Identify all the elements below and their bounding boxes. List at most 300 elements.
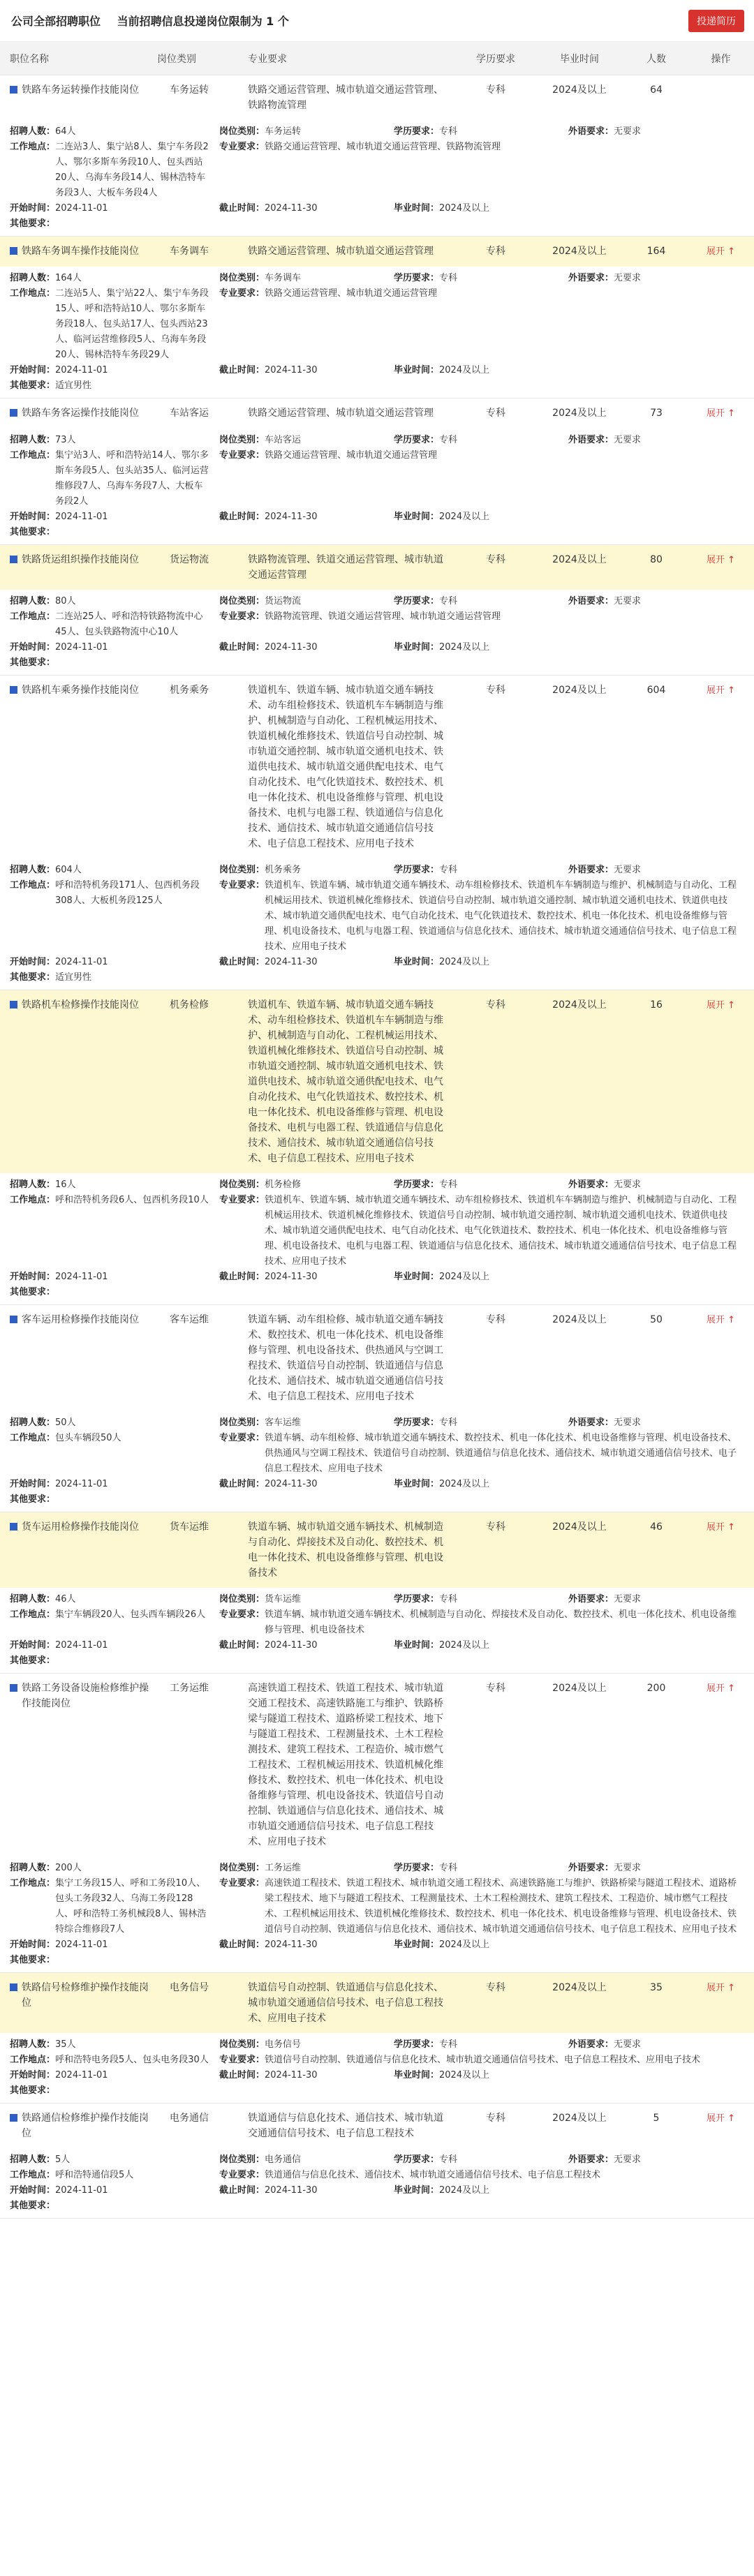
job-detail bbox=[0, 267, 754, 398]
detail-label: 学历要求： bbox=[394, 865, 440, 875]
detail-label: 专业要求： bbox=[219, 1609, 265, 1620]
major-value: 铁道通信与信息化技术、通信技术、城市轨道交通通信信号技术、电子信息工程技术 bbox=[265, 2170, 601, 2180]
job-category: 电务通信 bbox=[170, 2113, 209, 2124]
detail-label: 其他要求： bbox=[10, 1494, 56, 1505]
expand-toggle[interactable]: 展开 ↑ bbox=[706, 1315, 736, 1325]
table-row[interactable] bbox=[0, 1512, 754, 1588]
column-header: 专业要求 bbox=[248, 53, 287, 65]
job-name-cell bbox=[0, 683, 157, 698]
job-grad: 2024及以上 bbox=[552, 999, 607, 1011]
detail-label: 学历要求： bbox=[394, 1863, 440, 1873]
category-value: 电务信号 bbox=[265, 2039, 302, 2050]
grad-value: 2024及以上 bbox=[439, 1272, 490, 1282]
detail-label: 开始时间： bbox=[10, 1479, 56, 1489]
end-value: 2024-11-30 bbox=[265, 642, 318, 653]
job-detail bbox=[0, 1411, 754, 1512]
job-detail bbox=[0, 429, 754, 544]
end-value: 2024-11-30 bbox=[265, 1640, 318, 1651]
job-detail bbox=[0, 2148, 754, 2218]
end-value: 2024-11-30 bbox=[265, 2070, 318, 2080]
detail-label: 工作地点： bbox=[10, 1433, 56, 1443]
detail-label: 截止时间： bbox=[219, 2185, 265, 2196]
detail-label: 招聘人数： bbox=[10, 1863, 56, 1873]
end-value: 2024-11-30 bbox=[265, 1940, 318, 1950]
job-detail bbox=[0, 1173, 754, 1304]
job-edu: 专科 bbox=[486, 408, 505, 419]
job-grad: 2024及以上 bbox=[552, 1683, 607, 1694]
detail-label: 截止时间： bbox=[219, 957, 265, 967]
place-value: 呼和浩特通信段5人 bbox=[55, 2170, 134, 2180]
grad-value: 2024及以上 bbox=[439, 642, 490, 653]
table-row[interactable] bbox=[0, 676, 754, 858]
detail-label: 截止时间： bbox=[219, 1272, 265, 1282]
column-header: 学历要求 bbox=[476, 53, 515, 65]
recruit-value: 46人 bbox=[55, 1594, 76, 1605]
job-detail bbox=[0, 2033, 754, 2103]
expand-toggle[interactable]: 展开 ↑ bbox=[706, 246, 736, 257]
column-header: 职位名称 bbox=[10, 53, 49, 65]
job-major: 铁路交通运营管理、城市轨道交通运营管理 bbox=[248, 408, 434, 419]
job-name-cell bbox=[0, 1312, 157, 1327]
job-detail bbox=[0, 858, 754, 990]
edu-value: 专科 bbox=[439, 1863, 458, 1873]
job-name-cell bbox=[0, 1519, 157, 1535]
detail-label: 招聘人数： bbox=[10, 2154, 56, 2165]
lang-value: 无要求 bbox=[614, 1594, 642, 1605]
detail-label: 毕业时间： bbox=[394, 1640, 440, 1651]
detail-label: 工作地点： bbox=[10, 450, 56, 461]
major-value: 铁路交通运营管理、城市轨道交通运营管理 bbox=[265, 450, 438, 461]
job-major: 铁路物流管理、铁道交通运营管理、城市轨道交通运营管理 bbox=[248, 554, 443, 581]
detail-label: 专业要求： bbox=[219, 142, 265, 152]
place-value: 呼和浩特电务段5人、包头电务段30人 bbox=[55, 2055, 209, 2065]
detail-label: 其他要求： bbox=[10, 1955, 56, 1965]
detail-label: 开始时间： bbox=[10, 642, 56, 653]
category-value: 电务通信 bbox=[265, 2154, 302, 2165]
job-item bbox=[0, 1973, 754, 2104]
detail-label: 开始时间： bbox=[10, 1940, 56, 1950]
expand-toggle[interactable]: 展开 ↑ bbox=[706, 408, 736, 419]
job-edu: 专科 bbox=[486, 554, 505, 565]
detail-label: 开始时间： bbox=[10, 365, 56, 375]
detail-label: 岗位类别： bbox=[219, 126, 265, 137]
detail-label: 毕业时间： bbox=[394, 512, 440, 522]
job-list bbox=[0, 75, 754, 2219]
job-item bbox=[0, 75, 754, 237]
bullet-square-icon bbox=[10, 556, 17, 563]
detail-label: 截止时间： bbox=[219, 642, 265, 653]
detail-label: 开始时间： bbox=[10, 203, 56, 214]
edu-value: 专科 bbox=[439, 126, 458, 137]
detail-label: 学历要求： bbox=[394, 126, 440, 137]
page-title-text: 公司全部招聘职位 bbox=[11, 15, 101, 28]
bullet-square-icon bbox=[10, 1316, 17, 1323]
detail-label: 工作地点： bbox=[10, 2170, 56, 2180]
detail-label: 招聘人数： bbox=[10, 1594, 56, 1605]
table-row[interactable] bbox=[0, 1973, 754, 2033]
detail-label: 学历要求： bbox=[394, 2154, 440, 2165]
job-grad: 2024及以上 bbox=[552, 1521, 607, 1533]
major-value: 铁道机车、铁道车辆、城市轨道交通车辆技术、动车组检修技术、铁道机车车辆制造与维护、机械制造与自动化、工程机械运用技术、铁道机械化维修技术、铁道信号自动控制、城市轨道交通控制、城市轨道交通机电技术、铁道供电技术、城市轨道交通供配电技术、电气自动化技术、电气化铁道技术、数控技术、机电一体化技术、机电设备维修与管理、机电设备技术、电机与电器工程、铁道通信与信息化技术、通信技术、城市轨道交通通信信号技术、电子信息工程技术、应用电子技术 bbox=[265, 880, 737, 952]
detail-label: 开始时间： bbox=[10, 2070, 56, 2080]
lang-value: 无要求 bbox=[614, 1417, 642, 1428]
job-name-cell bbox=[0, 244, 157, 259]
end-value: 2024-11-30 bbox=[265, 957, 318, 967]
table-row[interactable] bbox=[0, 1674, 754, 1856]
detail-label: 截止时间： bbox=[219, 1940, 265, 1950]
detail-label: 学历要求： bbox=[394, 435, 440, 445]
lang-value: 无要求 bbox=[614, 596, 642, 606]
job-name: 铁路机车检修操作技能岗位 bbox=[22, 999, 139, 1011]
job-category: 车务运转 bbox=[170, 84, 209, 96]
job-name-cell bbox=[0, 1980, 157, 2011]
detail-label: 外语要求： bbox=[568, 126, 614, 137]
job-edu: 专科 bbox=[486, 999, 505, 1011]
job-name: 货车运用检修操作技能岗位 bbox=[22, 1521, 139, 1533]
grad-value: 2024及以上 bbox=[439, 1940, 490, 1950]
bullet-square-icon bbox=[10, 1001, 17, 1008]
detail-label: 岗位类别： bbox=[219, 273, 265, 283]
detail-label: 工作地点： bbox=[10, 880, 56, 891]
job-major: 高速铁道工程技术、铁道工程技术、城市轨道交通工程技术、高速铁路施工与维护、铁路桥梁与隧道工程技术、道路桥梁工程技术、地下与隧道工程技术、工程测量技术、土木工程检测技术、建筑工程技术、工程造价、城市燃气工程技术、工程机械运用技术、铁道机械化维修技术、数控技术、机电一体化技术、机电设备维修与管理、机电设备技术、铁道信号自动控制、铁道通信与信息化技术、通信技术、城市轨道交通通信信号技术、电子信息工程技术、应用电子技术 bbox=[248, 1683, 443, 1847]
detail-label: 工作地点： bbox=[10, 1195, 56, 1205]
detail-label: 招聘人数： bbox=[10, 1417, 56, 1428]
detail-label: 截止时间： bbox=[219, 365, 265, 375]
detail-label: 毕业时间： bbox=[394, 365, 440, 375]
detail-label: 专业要求： bbox=[219, 1433, 265, 1443]
job-name: 铁路工务设备设施检修维护操作技能岗位 bbox=[22, 1683, 149, 1709]
start-value: 2024-11-01 bbox=[55, 203, 108, 214]
detail-label: 工作地点： bbox=[10, 1878, 56, 1889]
detail-label: 岗位类别： bbox=[219, 2154, 265, 2165]
job-detail bbox=[0, 1856, 754, 1972]
detail-label: 岗位类别： bbox=[219, 2039, 265, 2050]
job-major: 铁道通信与信息化技术、通信技术、城市轨道交通通信信号技术、电子信息工程技术 bbox=[248, 2113, 443, 2139]
detail-label: 外语要求： bbox=[568, 1179, 614, 1190]
apply-resume-button[interactable]: 投递简历 bbox=[688, 10, 744, 32]
expand-toggle[interactable]: 展开 ↑ bbox=[706, 1983, 736, 1993]
detail-label: 其他要求： bbox=[10, 1655, 56, 1666]
job-item bbox=[0, 545, 754, 676]
job-item bbox=[0, 990, 754, 1305]
bullet-square-icon bbox=[10, 86, 17, 94]
grad-value: 2024及以上 bbox=[439, 512, 490, 522]
grad-value: 2024及以上 bbox=[439, 957, 490, 967]
grad-value: 2024及以上 bbox=[439, 365, 490, 375]
detail-label: 工作地点： bbox=[10, 288, 56, 299]
job-name: 铁路车务客运操作技能岗位 bbox=[22, 408, 139, 419]
job-count: 164 bbox=[646, 246, 666, 257]
job-edu: 专科 bbox=[486, 1683, 505, 1694]
detail-label: 学历要求： bbox=[394, 2039, 440, 2050]
place-value: 呼和浩特机务段6人、包西机务段10人 bbox=[55, 1195, 209, 1205]
edu-value: 专科 bbox=[439, 273, 458, 283]
job-count: 73 bbox=[650, 408, 663, 419]
expand-toggle[interactable]: 展开 ↑ bbox=[706, 1522, 736, 1533]
job-category: 机务检修 bbox=[170, 999, 209, 1011]
job-item bbox=[0, 1512, 754, 1674]
major-value: 铁道信号自动控制、铁道通信与信息化技术、城市轨道交通通信信号技术、电子信息工程技术、应用电子技术 bbox=[265, 2055, 701, 2065]
category-value: 车务调车 bbox=[265, 273, 302, 283]
place-value: 集宁工务段15人、呼和工务段10人、包头工务段32人、乌海工务段128人、呼和浩特工务机械段8人、锡林浩特综合维修段7人 bbox=[55, 1878, 207, 1935]
table-header bbox=[0, 42, 754, 75]
other-value: 适宜男性 bbox=[55, 380, 92, 391]
start-value: 2024-11-01 bbox=[55, 642, 108, 653]
table-row[interactable] bbox=[0, 399, 754, 429]
job-name: 铁路车务运转操作技能岗位 bbox=[22, 84, 139, 96]
detail-label: 招聘人数： bbox=[10, 435, 56, 445]
end-value: 2024-11-30 bbox=[265, 203, 318, 214]
table-row[interactable] bbox=[0, 75, 754, 120]
detail-label: 招聘人数： bbox=[10, 865, 56, 875]
detail-label: 其他要求： bbox=[10, 972, 56, 983]
place-value: 集宁站3人、呼和浩特站14人、鄂尔多斯车务段5人、包头站35人、临河运营维修段7人、乌海车务段7人、大板车务段2人 bbox=[55, 450, 209, 507]
detail-label: 岗位类别： bbox=[219, 865, 265, 875]
job-grad: 2024及以上 bbox=[552, 554, 607, 565]
start-value: 2024-11-01 bbox=[55, 1479, 108, 1489]
lang-value: 无要求 bbox=[614, 1863, 642, 1873]
detail-label: 外语要求： bbox=[568, 596, 614, 606]
recruit-value: 164人 bbox=[55, 273, 82, 283]
expand-toggle[interactable]: 展开 ↑ bbox=[706, 685, 736, 696]
major-value: 铁路交通运营管理、城市轨道交通运营管理 bbox=[265, 288, 438, 299]
lang-value: 无要求 bbox=[614, 435, 642, 445]
start-value: 2024-11-01 bbox=[55, 1640, 108, 1651]
detail-label: 开始时间： bbox=[10, 2185, 56, 2196]
detail-label: 专业要求： bbox=[219, 611, 265, 622]
job-name: 铁路货运组织操作技能岗位 bbox=[22, 554, 139, 565]
detail-label: 工作地点： bbox=[10, 611, 56, 622]
table-row[interactable] bbox=[0, 545, 754, 590]
job-grad: 2024及以上 bbox=[552, 84, 607, 96]
lang-value: 无要求 bbox=[614, 865, 642, 875]
detail-label: 开始时间： bbox=[10, 957, 56, 967]
job-grad: 2024及以上 bbox=[552, 408, 607, 419]
job-edu: 专科 bbox=[486, 1521, 505, 1533]
start-value: 2024-11-01 bbox=[55, 1940, 108, 1950]
detail-label: 截止时间： bbox=[219, 203, 265, 214]
detail-label: 其他要求： bbox=[10, 218, 56, 229]
job-name-cell bbox=[0, 2110, 157, 2141]
job-item bbox=[0, 676, 754, 990]
lang-value: 无要求 bbox=[614, 126, 642, 137]
grad-value: 2024及以上 bbox=[439, 2070, 490, 2080]
job-name: 铁路车务调车操作技能岗位 bbox=[22, 246, 139, 257]
edu-value: 专科 bbox=[439, 2039, 458, 2050]
detail-label: 招聘人数： bbox=[10, 273, 56, 283]
start-value: 2024-11-01 bbox=[55, 365, 108, 375]
job-name-cell bbox=[0, 997, 157, 1013]
recruit-value: 200人 bbox=[55, 1863, 82, 1873]
detail-label: 截止时间： bbox=[219, 1479, 265, 1489]
start-value: 2024-11-01 bbox=[55, 957, 108, 967]
recruit-value: 16人 bbox=[55, 1179, 76, 1190]
detail-label: 专业要求： bbox=[219, 2055, 265, 2065]
page-title bbox=[11, 13, 289, 29]
detail-label: 岗位类别： bbox=[219, 1594, 265, 1605]
detail-label: 专业要求： bbox=[219, 2170, 265, 2180]
job-edu: 专科 bbox=[486, 2113, 505, 2124]
job-count: 200 bbox=[646, 1683, 666, 1694]
detail-label: 毕业时间： bbox=[394, 957, 440, 967]
edu-value: 专科 bbox=[439, 1594, 458, 1605]
detail-label: 学历要求： bbox=[394, 596, 440, 606]
category-value: 机务乘务 bbox=[265, 865, 302, 875]
place-value: 呼和浩特机务段171人、包西机务段308人、大板机务段125人 bbox=[55, 880, 200, 906]
start-value: 2024-11-01 bbox=[55, 1272, 108, 1282]
job-edu: 专科 bbox=[486, 84, 505, 96]
category-value: 车站客运 bbox=[265, 435, 302, 445]
bullet-square-icon bbox=[10, 2114, 17, 2122]
job-major: 铁道信号自动控制、铁道通信与信息化技术、城市轨道交通通信信号技术、电子信息工程技术、应用电子技术 bbox=[248, 1982, 443, 2024]
detail-label: 截止时间： bbox=[219, 512, 265, 522]
detail-label: 专业要求： bbox=[219, 880, 265, 891]
detail-label: 招聘人数： bbox=[10, 1179, 56, 1190]
major-value: 铁道机车、铁道车辆、城市轨道交通车辆技术、动车组检修技术、铁道机车车辆制造与维护、机械制造与自动化、工程机械运用技术、铁道机械化维修技术、铁道信号自动控制、城市轨道交通控制、城市轨道交通机电技术、铁道供电技术、城市轨道交通供配电技术、电气自动化技术、电气化铁道技术、数控技术、机电一体化技术、机电设备维修与管理、机电设备技术、电机与电器工程、铁道通信与信息化技术、通信技术、城市轨道交通通信信号技术、电子信息工程技术、应用电子技术 bbox=[265, 1195, 737, 1267]
lang-value: 无要求 bbox=[614, 1179, 642, 1190]
major-value: 铁路交通运营管理、城市轨道交通运营管理、铁路物流管理 bbox=[265, 142, 501, 152]
grad-value: 2024及以上 bbox=[439, 203, 490, 214]
job-grad: 2024及以上 bbox=[552, 1982, 607, 1993]
category-value: 货运物流 bbox=[265, 596, 302, 606]
lang-value: 无要求 bbox=[614, 273, 642, 283]
detail-label: 毕业时间： bbox=[394, 203, 440, 214]
bullet-square-icon bbox=[10, 409, 17, 417]
job-detail bbox=[0, 120, 754, 236]
detail-label: 工作地点： bbox=[10, 1609, 56, 1620]
job-item bbox=[0, 1305, 754, 1512]
column-header: 岗位类别 bbox=[157, 53, 196, 65]
job-category: 工务运维 bbox=[170, 1683, 209, 1694]
detail-label: 毕业时间： bbox=[394, 1479, 440, 1489]
category-value: 工务运维 bbox=[265, 1863, 302, 1873]
job-major: 铁路交通运营管理、城市轨道交通运营管理 bbox=[248, 246, 434, 257]
place-value: 集宁车辆段20人、包头西车辆段26人 bbox=[55, 1609, 206, 1620]
lang-value: 无要求 bbox=[614, 2154, 642, 2165]
detail-label: 外语要求： bbox=[568, 273, 614, 283]
table-row[interactable] bbox=[0, 1305, 754, 1411]
job-edu: 专科 bbox=[486, 685, 505, 696]
place-value: 二连站5人、集宁站22人、集宁车务段15人、呼和浩特站10人、鄂尔多斯车务段18人、包头站17人、包头西站23人、临河运营维修段5人、乌海车务段20人、锡林浩特车务段29人 bbox=[55, 288, 209, 360]
job-name-cell bbox=[0, 405, 157, 421]
job-name-cell bbox=[0, 1681, 157, 1711]
detail-label: 毕业时间： bbox=[394, 642, 440, 653]
detail-label: 外语要求： bbox=[568, 1417, 614, 1428]
column-header: 操作 bbox=[711, 53, 731, 65]
job-count: 80 bbox=[650, 554, 663, 565]
major-value: 铁道车辆、动车组检修、城市轨道交通车辆技术、数控技术、机电一体化技术、机电设备维修与管理、机电设备技术、供热通风与空调工程技术、铁道信号自动控制、铁道通信与信息化技术、通信技术、城市轨道交通通信信号技术、电子信息工程技术、应用电子技术 bbox=[265, 1433, 737, 1474]
category-value: 货车运维 bbox=[265, 1594, 302, 1605]
job-category: 货运物流 bbox=[170, 554, 209, 565]
expand-toggle[interactable]: 展开 ↑ bbox=[706, 1000, 736, 1011]
detail-label: 岗位类别： bbox=[219, 1417, 265, 1428]
job-category: 机务乘务 bbox=[170, 685, 209, 696]
table-row[interactable] bbox=[0, 237, 754, 267]
job-major: 铁道机车、铁道车辆、城市轨道交通车辆技术、动车组检修技术、铁道机车车辆制造与维护、机械制造与自动化、工程机械运用技术、铁道机械化维修技术、铁道信号自动控制、城市轨道交通控制、城市轨道交通机电技术、铁道供电技术、城市轨道交通供配电技术、电气自动化技术、电气化铁道技术、数控技术、机电一体化技术、机电设备维修与管理、机电设备技术、电机与电器工程、铁道通信与信息化技术、通信技术、城市轨道交通通信信号技术、电子信息工程技术、应用电子技术 bbox=[248, 999, 443, 1164]
job-count: 50 bbox=[650, 1314, 663, 1325]
edu-value: 专科 bbox=[439, 865, 458, 875]
grad-value: 2024及以上 bbox=[439, 1640, 490, 1651]
grad-value: 2024及以上 bbox=[439, 2185, 490, 2196]
job-count: 35 bbox=[650, 1982, 663, 1993]
detail-label: 工作地点： bbox=[10, 142, 56, 152]
job-count: 46 bbox=[650, 1521, 663, 1533]
apply-limit-note: 当前招聘信息投递岗位限制为 1 个 bbox=[117, 15, 289, 28]
detail-label: 专业要求： bbox=[219, 450, 265, 461]
other-value: 适宜男性 bbox=[55, 972, 92, 983]
job-name: 铁路信号检修维护操作技能岗位 bbox=[22, 1982, 149, 2009]
detail-label: 其他要求： bbox=[10, 527, 56, 537]
job-major: 铁道车辆、城市轨道交通车辆技术、机械制造与自动化、焊接技术及自动化、数控技术、机电一体化技术、机电设备维修与管理、机电设备技术 bbox=[248, 1521, 443, 1579]
job-name-cell bbox=[0, 552, 157, 567]
job-item bbox=[0, 399, 754, 545]
job-edu: 专科 bbox=[486, 246, 505, 257]
detail-label: 岗位类别： bbox=[219, 435, 265, 445]
job-name: 客车运用检修操作技能岗位 bbox=[22, 1314, 139, 1325]
bullet-square-icon bbox=[10, 247, 17, 255]
job-category: 货车运维 bbox=[170, 1521, 209, 1533]
job-category: 车务调车 bbox=[170, 246, 209, 257]
detail-label: 外语要求： bbox=[568, 865, 614, 875]
detail-label: 外语要求： bbox=[568, 1594, 614, 1605]
job-grad: 2024及以上 bbox=[552, 685, 607, 696]
detail-label: 学历要求： bbox=[394, 1179, 440, 1190]
job-count: 5 bbox=[653, 2113, 660, 2124]
edu-value: 专科 bbox=[439, 1417, 458, 1428]
detail-label: 开始时间： bbox=[10, 1640, 56, 1651]
table-row[interactable] bbox=[0, 990, 754, 1173]
recruit-value: 50人 bbox=[55, 1417, 76, 1428]
job-name: 铁路通信检修维护操作技能岗位 bbox=[22, 2113, 149, 2139]
column-header: 毕业时间 bbox=[560, 53, 599, 65]
expand-toggle[interactable]: 展开 ↑ bbox=[706, 2113, 736, 2124]
detail-label: 毕业时间： bbox=[394, 1940, 440, 1950]
detail-label: 外语要求： bbox=[568, 1863, 614, 1873]
detail-label: 毕业时间： bbox=[394, 1272, 440, 1282]
detail-label: 外语要求： bbox=[568, 2039, 614, 2050]
recruit-value: 35人 bbox=[55, 2039, 76, 2050]
recruit-value: 73人 bbox=[55, 435, 76, 445]
detail-label: 其他要求： bbox=[10, 2201, 56, 2211]
job-category: 客车运维 bbox=[170, 1314, 209, 1325]
job-count: 64 bbox=[650, 84, 663, 96]
job-major: 铁道机车、铁道车辆、城市轨道交通车辆技术、动车组检修技术、铁道机车车辆制造与维护、机械制造与自动化、工程机械运用技术、铁道机械化维修技术、铁道信号自动控制、城市轨道交通控制、城市轨道交通机电技术、铁道供电技术、城市轨道交通供配电技术、电气自动化技术、电气化铁道技术、数控技术、机电一体化技术、机电设备维修与管理、机电设备技术、电机与电器工程、铁道通信与信息化技术、通信技术、城市轨道交通通信信号技术、电子信息工程技术、应用电子技术 bbox=[248, 685, 443, 849]
job-detail bbox=[0, 590, 754, 675]
recruit-value: 64人 bbox=[55, 126, 76, 137]
detail-label: 专业要求： bbox=[219, 1878, 265, 1889]
detail-label: 岗位类别： bbox=[219, 1863, 265, 1873]
detail-label: 毕业时间： bbox=[394, 2070, 440, 2080]
job-major: 铁路交通运营管理、城市轨道交通运营管理、铁路物流管理 bbox=[248, 84, 443, 111]
end-value: 2024-11-30 bbox=[265, 1479, 318, 1489]
detail-label: 学历要求： bbox=[394, 1417, 440, 1428]
end-value: 2024-11-30 bbox=[265, 2185, 318, 2196]
job-edu: 专科 bbox=[486, 1982, 505, 1993]
start-value: 2024-11-01 bbox=[55, 2185, 108, 2196]
expand-toggle[interactable]: 展开 ↑ bbox=[706, 1683, 736, 1694]
job-name-cell bbox=[0, 82, 157, 98]
job-name: 铁路机车乘务操作技能岗位 bbox=[22, 685, 139, 696]
job-edu: 专科 bbox=[486, 1314, 505, 1325]
place-value: 二连站25人、呼和浩特铁路物流中心45人、包头铁路物流中心10人 bbox=[55, 611, 203, 637]
detail-label: 招聘人数： bbox=[10, 126, 56, 137]
expand-toggle[interactable]: 展开 ↑ bbox=[706, 555, 736, 565]
bullet-square-icon bbox=[10, 686, 17, 694]
category-value: 机务检修 bbox=[265, 1179, 302, 1190]
edu-value: 专科 bbox=[439, 596, 458, 606]
place-value: 包头车辆段50人 bbox=[55, 1433, 121, 1443]
table-row[interactable] bbox=[0, 2104, 754, 2148]
